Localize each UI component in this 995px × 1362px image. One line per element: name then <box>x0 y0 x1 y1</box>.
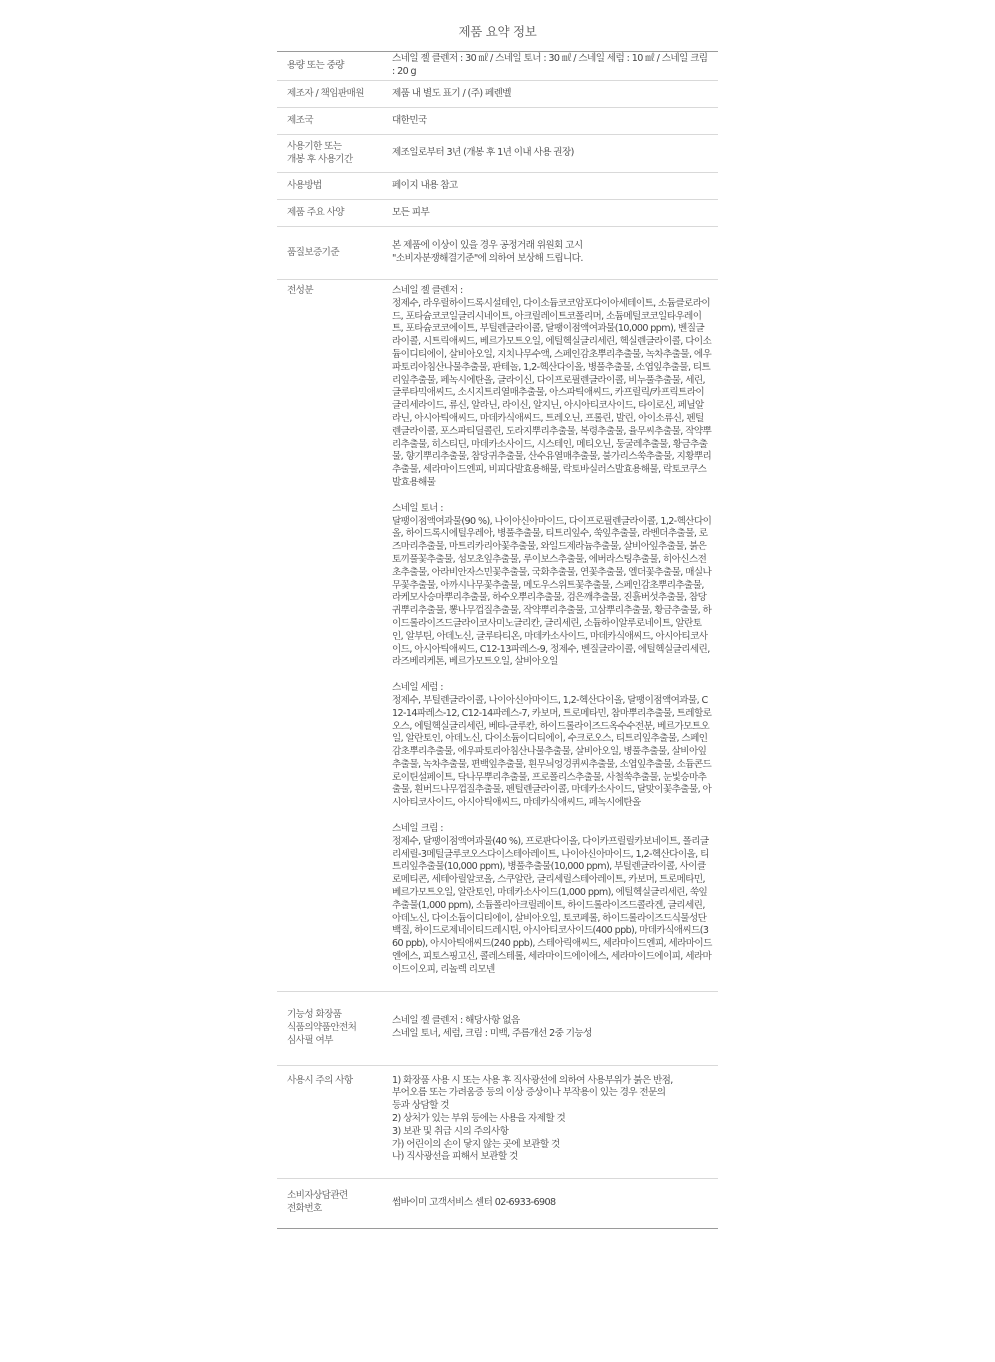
row-label: 기능성 화장품 식품의약품안전처 심사필 여부 <box>277 991 381 1065</box>
table-row-country <box>277 108 718 135</box>
ingredient-group <box>392 823 712 977</box>
row-value: 스네일 젤 클렌저 : 해당사항 없음 스네일 토너, 세럼, 크림 : 미백, 주름개선 2중 기능성 <box>381 991 718 1065</box>
ingredient-group-body: 정제수, 부틸렌글라이콜, 나이아신아마이드, 1,2-헥산다이올, 달팽이점액여과물, C12-14파레스-12, C12-14파레스-7, 카보머, 트로메타민, 참마뿌리추출물, 트레할로오스, 에틸헥실글리세린, 베타-글루칸, 하이드롤라이즈드옥수수전분, 베르가모트오일, 알란토인, 아데노신, 다이소듐이디티에이, 수크로오스, 티트리잎추출물, 스페인감초뿌리추출물, 에우파토리아침산나물추출물, 살비아오일, 병풀추출물, 살비아잎추출물, 녹차추출물, 편백잎추출물, 흰무늬엉겅퀴씨추출물, 소엽잎추출물, 소듐콘드로이틴설페이트, 닥나무뿌리추출물, 프로폴리스추출물, 사철쑥추출물, 눈빛승마추출물, 흰버드나무껍질추출물, 펜틸렌글라이콜, 마데카소사이드, 달맞이꽃추출물, 아시아티코사이드, 아시아틱애씨드, 마데카식애씨드, 페녹시에탄올 <box>392 694 712 809</box>
table-row-spec <box>277 200 718 227</box>
ingredient-group <box>392 682 712 810</box>
ingredient-group <box>392 503 712 669</box>
row-label: 사용방법 <box>277 173 381 200</box>
row-value: 페이지 내용 참고 <box>381 173 718 200</box>
table-row-functional <box>277 991 718 1065</box>
row-label: 사용시 주의 사항 <box>277 1065 381 1178</box>
table-row-volume <box>277 52 718 81</box>
ingredient-group <box>392 285 712 490</box>
row-label: 품질보증기준 <box>277 227 381 280</box>
ingredient-group-title: 스네일 세럼 : <box>392 682 443 694</box>
row-value: 1) 화장품 사용 시 또는 사용 후 직사광선에 의하여 사용부위가 붉은 반점, 부어오름 또는 가려움증 등의 이상 증상이나 부작용이 있는 경우 전문의 등과 상담할 것 2) 상처가 있는 부위 등에는 사용을 자제할 것 3) 보관 및 취급 시의 주의사항 가) 어린이의 손이 닿지 않는 곳에 보관할 것 나) 직사광선을 피해서 보관할 것 <box>381 1065 718 1178</box>
row-value: 썸바이미 고객서비스 센터 02-6933-6908 <box>381 1178 718 1228</box>
row-label: 제조국 <box>277 108 381 135</box>
ingredient-group-title: 스네일 젤 클렌저 : <box>392 285 463 296</box>
row-value: 모든 피부 <box>381 200 718 227</box>
table-row-ingredients <box>277 280 718 992</box>
table-row-contact <box>277 1178 718 1228</box>
table-row-caution <box>277 1065 718 1178</box>
product-info-table <box>277 51 718 1229</box>
row-value: 대한민국 <box>381 108 718 135</box>
ingredient-group-title: 스네일 토너 : <box>392 502 443 514</box>
ingredient-group-body: 정제수, 라우릴하이드록시설테인, 다이소듐코코암포다이아세테이트, 소듐클로라이드, 포타슘코코일글리시네이트, 아크릴레이트코폴리머, 소듐메틸코코일타우레이트, 포타슘코코에이트, 부틸렌글라이콜, 달팽이점액여과물(10,000 ppm), 벤질글라이콜, 시트릭애씨드, 베르가모트오일, 에틸헥실글리세린, 헥실렌글라이콜, 다이소듐이디티에이, 살비아오일, 지치나무수액, 스페인감초뿌리추출물, 녹차추출물, 에우파토리아침산나물추출물, 판테놀, 1,2-헥산다이올, 병풀추출물, 소엽잎추출물, 티트리잎추출물, 페녹시에탄올, 글라이신, 다이프로필렌글라이콜, 비누풀추출물, 세린, 글루타믹애씨드, 소시지트리열매추출물, 아스파틱애씨드, 카프릴릭/카프릭트라이글리세라이드, 류신, 알라닌, 라이신, 알지닌, 아시아티코사이드, 타이로신, 페닐알라닌, 아시아틱애씨드, 마데카식애씨드, 트레오닌, 프롤린, 발린, 아이소류신, 펜틸렌글라이콜, 포스파티딜콜린, 도라지뿌리추출물, 복령추출물, 율무씨추출물, 작약뿌리추출물, 히스티딘, 마데카소사이드, 시스테인, 메티오닌, 둥굴레추출물, 황금추출물, 향기뿌리추출물, 참당귀추출물, 산수유열매추출물, 불가리스쑥추출물, 지황뿌리추출물, 세라마이드엔피, 비피다발효용해물, 락토바실러스발효용해물, 락토코쿠스발효용해물 <box>392 297 712 488</box>
row-label: 사용기한 또는 개봉 후 사용기간 <box>277 135 381 173</box>
table-row-expiry <box>277 135 718 173</box>
row-label: 제품 주요 사양 <box>277 200 381 227</box>
row-label: 소비자상담관련 전화번호 <box>277 1178 381 1228</box>
page-title: 제품 요약 정보 <box>458 24 537 39</box>
row-label: 제조자 / 책임판매원 <box>277 81 381 108</box>
row-value: 본 제품에 이상이 있을 경우 공정거래 위원회 고시 "소비자분쟁해결기준"에 의하여 보상해 드립니다. <box>381 227 718 280</box>
table-row-quality <box>277 227 718 280</box>
row-label: 용량 또는 중량 <box>287 59 344 71</box>
table-row-manufacturer <box>277 81 718 108</box>
ingredient-group-title: 스네일 크림 : <box>392 823 443 835</box>
ingredient-group-body: 달팽이점액여과물(90 %), 나이아신아마이드, 다이프로필렌글라이콜, 1,2-헥산다이올, 하이드록시에틸우레아, 병풀추출물, 티트리잎수, 쑥잎추출물, 라벤더추출물, 로즈마리추출물, 마트리카리아꽃추출물, 와일드제라늄추출물, 살비아잎추출물, 붉은토끼풀꽃추출물, 섬모초잎추출물, 루이보스추출물, 에버라스팅추출물, 히아신스전초추출물, 아라비안자스민꽃추출물, 국화추출물, 연꽃추출물, 엘더꽃추출물, 매실나무꽃추출물, 아까시나무꽃추출물, 메도우스위트꽃추출물, 스페인감초뿌리추출물, 라케모사승마뿌리추출물, 하수오뿌리추출물, 검은깨추출물, 진흙버섯추출물, 참당귀뿌리추출물, 뽕나무껍질추출물, 작약뿌리추출물, 고삼뿌리추출물, 황금추출물, 하이드롤라이즈드글라이코사미노글리칸, 글리세린, 소듐하이알루로네이트, 알란토인, 알부틴, 아데노신, 글루타티온, 마데카소사이드, 마데카식애씨드, 아시아티코사이드, 아시아틱애씨드, C12-13파레스-9, 정제수, 벤질글라이콜, 에틸헥실글리세린, 라즈베리케톤, 베르가모트오일, 살비아오일 <box>392 515 712 668</box>
ingredients-list <box>381 280 718 992</box>
ingredient-group-body: 정제수, 달팽이점액여과물(40 %), 프로판다이올, 다이카프릴릴카보네이트, 폴리글리세릴-3메틸글루코오스다이스테아레이트, 나이아신아마이드, 1,2-헥산다이올, 티트리잎추출물(10,000 ppm), 병풀추출물(10,000 ppm), 부틸렌글라이콜, 사이클로메티콘, 세테아릴알코올, 스쿠알란, 글리세릴스테아레이트, 카보머, 트로메타민, 베르가모트오일, 알란토인, 마데카소사이드(1,000 ppm), 에틸헥실글리세린, 쑥잎추출물(1,000 ppm), 소듐폴리아크릴레이트, 하이드롤라이즈드콜라겐, 글리세린, 아데노신, 다이소듐이디티에이, 살비아오일, 토코페롤, 하이드롤라이즈드식물성단백질, 하이드로제네이티드레시틴, 아시아티코사이드(400 ppb), 마데카식애씨드(360 ppb), 아시아틱애씨드(240 ppb), 스테아릭애씨드, 세라마이드엔피, 세라마이드엔에스, 피토스핑고신, 콜레스테롤, 세라마이드에이에스, 세라마이드에이피, 세라마이드이오피, 리놀렉 리모넨 <box>392 835 712 975</box>
table-row-usage <box>277 173 718 200</box>
row-value: 제조일로부터 3년 (개봉 후 1년 이내 사용 권장) <box>381 135 718 173</box>
row-label: 전성분 <box>277 280 381 992</box>
row-value: 제품 내 별도 표기 / (주) 페렌벨 <box>381 81 718 108</box>
row-value: 스네일 젤 클렌저 : 30 ㎖ / 스네일 토너 : 30 ㎖ / 스네일 세럼 : 10 ㎖ / 스네일 크림 : 20 g <box>392 53 708 77</box>
